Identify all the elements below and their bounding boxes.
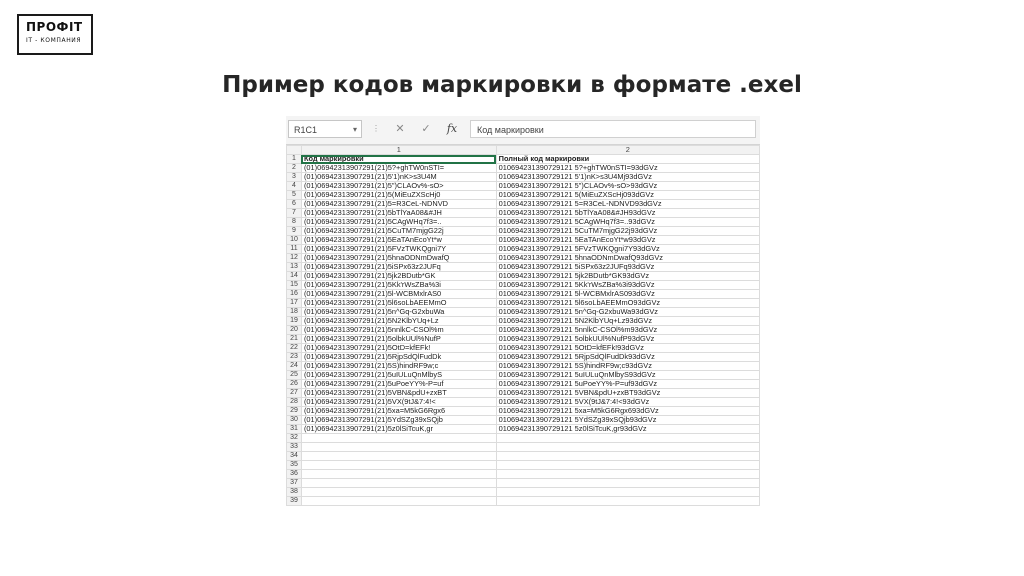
cancel-icon[interactable]: ✕	[395, 123, 405, 135]
function-icon[interactable]: fx	[446, 122, 458, 135]
table-row	[287, 308, 760, 317]
table-cell[interactable]: (01)06942313907291(21)5")CLAOv%-sO>	[301, 182, 496, 191]
row-header[interactable]: 37	[287, 479, 302, 488]
chevron-down-icon[interactable]: ▾	[352, 125, 357, 134]
formula-input[interactable]: Код маркировки	[470, 120, 756, 138]
table-row	[287, 335, 760, 344]
table-cell[interactable]: (01)06942313907291(21)5bTlYaA08&#JH	[301, 209, 496, 218]
table-cell[interactable]: (01)06942313907291(21)5n^Gq-G2xbuWa	[301, 308, 496, 317]
table-cell[interactable]: (01)06942313907291(21)5nnlkC-CSOl%m	[301, 326, 496, 335]
table-cell[interactable]	[301, 488, 496, 497]
table-row	[287, 461, 760, 470]
checkmark-icon[interactable]: ✓	[421, 123, 431, 135]
table-cell[interactable]: (01)06942313907291(21)5hnaODNmDwafQ	[301, 254, 496, 263]
table-cell[interactable]	[301, 461, 496, 470]
table-cell[interactable]: 010694231390729121 5bTlYaA08&#JH93dGVz	[496, 209, 759, 218]
row-header[interactable]: 11	[287, 245, 302, 254]
table-cell[interactable]: (01)06942313907291(21)5olbkUUl%NufP	[301, 335, 496, 344]
table-row	[287, 470, 760, 479]
row-header[interactable]: 25	[287, 371, 302, 380]
row-header[interactable]: 17	[287, 299, 302, 308]
table-cell[interactable]: 010694231390729121 5CuTM7mjgG22j93dGVz	[496, 227, 759, 236]
excel-screenshot	[286, 116, 760, 570]
table-cell[interactable]: Полный код маркировки	[496, 155, 759, 164]
table-row	[287, 488, 760, 497]
table-cell[interactable]: (01)06942313907291(21)5iSPx63z2JUFq	[301, 263, 496, 272]
table-cell[interactable]: 010694231390729121 5S)hindRF9w;c93dGVz	[496, 362, 759, 371]
row-header[interactable]: 14	[287, 272, 302, 281]
table-cell[interactable]: 010694231390729121 5?+ghTW0nSTI=93dGVz	[496, 164, 759, 173]
row-header[interactable]: 39	[287, 497, 302, 506]
formula-bar	[286, 116, 760, 145]
table-row	[287, 236, 760, 245]
table-row	[287, 434, 760, 443]
table-cell[interactable]: 010694231390729121 5iSPx63z2JUFq93dGVz	[496, 263, 759, 272]
table-cell[interactable]	[496, 461, 759, 470]
table-row	[287, 263, 760, 272]
table-cell[interactable]: (01)06942313907291(21)5=R3CeL-NDNVD	[301, 200, 496, 209]
table-cell[interactable]: 010694231390729121 5N2KlbYUq+Lz93dGVz	[496, 317, 759, 326]
row-header[interactable]: 30	[287, 416, 302, 425]
table-row	[287, 290, 760, 299]
table-cell[interactable]: (01)06942313907291(21)5CuTM7mjgG22j	[301, 227, 496, 236]
row-header[interactable]: 6	[287, 200, 302, 209]
slide-title: Пример кодов маркировки в формате .exel	[222, 72, 802, 98]
table-cell[interactable]: (01)06942313907291(21)5uIULuQnMlbyS	[301, 371, 496, 380]
table-row	[287, 173, 760, 182]
table-row	[287, 245, 760, 254]
spreadsheet-grid[interactable]	[286, 145, 760, 506]
table-row	[287, 299, 760, 308]
row-header[interactable]: 31	[287, 425, 302, 434]
select-all-corner[interactable]	[287, 146, 302, 155]
table-row	[287, 254, 760, 263]
table-row	[287, 380, 760, 389]
row-header[interactable]: 2	[287, 164, 302, 173]
table-row	[287, 452, 760, 461]
row-header[interactable]: 36	[287, 470, 302, 479]
table-row	[287, 164, 760, 173]
table-cell[interactable]	[496, 434, 759, 443]
table-cell[interactable]	[496, 452, 759, 461]
grip-dots-icon: ⋮	[372, 124, 381, 133]
table-cell[interactable]: 010694231390729121 5YdSZg39xSQjb93dGVz	[496, 416, 759, 425]
row-header[interactable]: 13	[287, 263, 302, 272]
table-cell[interactable]: (01)06942313907291(21)5?+ghTW0nSTI=	[301, 164, 496, 173]
table-cell[interactable]: 010694231390729121 5n^Gq-G2xbuWa93dGVz	[496, 308, 759, 317]
table-row	[287, 200, 760, 209]
table-cell[interactable]: (01)06942313907291(21)5RjpSdQlFudDk	[301, 353, 496, 362]
table-cell[interactable]: (01)06942313907291(21)5VX(9tJ&7:4!<	[301, 398, 496, 407]
table-cell[interactable]: 010694231390729121 5hnaODNmDwafQ93dGVz	[496, 254, 759, 263]
table-cell[interactable]	[301, 470, 496, 479]
table-cell[interactable]: 010694231390729121 5CAgWHq7f3=..93dGVz	[496, 218, 759, 227]
table-cell[interactable]: 010694231390729121 5nnlkC-CSOl%m93dGVz	[496, 326, 759, 335]
table-row	[287, 353, 760, 362]
table-row	[287, 227, 760, 236]
table-cell[interactable]: 010694231390729121 5'1)nK>s3U4Mj93dGVz	[496, 173, 759, 182]
row-header[interactable]: 15	[287, 281, 302, 290]
table-cell[interactable]	[301, 497, 496, 506]
table-row	[287, 362, 760, 371]
grid-body	[287, 155, 760, 506]
table-row	[287, 389, 760, 398]
row-header[interactable]: 32	[287, 434, 302, 443]
row-header[interactable]: 4	[287, 182, 302, 191]
name-box[interactable]	[288, 120, 362, 138]
table-cell[interactable]: 010694231390729121 5z0lSiTcuK,gr93dGVz	[496, 425, 759, 434]
table-cell[interactable]: 010694231390729121 5uPoeYY%-P=uf93dGVz	[496, 380, 759, 389]
column-header-row	[287, 146, 760, 155]
table-cell[interactable]: (01)06942313907291(21)5(MiEuZXScHj0	[301, 191, 496, 200]
table-cell[interactable]: 010694231390729121 5VBN&pdU+zxBT93dGVz	[496, 389, 759, 398]
table-cell[interactable]: 010694231390729121 5EaTAnEcoYt*w93dGVz	[496, 236, 759, 245]
table-row	[287, 479, 760, 488]
row-header[interactable]: 5	[287, 191, 302, 200]
table-row	[287, 425, 760, 434]
table-cell[interactable]: 010694231390729121 5l-WCBMxlrAS093dGVz	[496, 290, 759, 299]
table-cell[interactable]: 010694231390729121 5OtD=kfEFk!93dGVz	[496, 344, 759, 353]
table-cell[interactable]: 010694231390729121 5uIULuQnMlbyS93dGVz	[496, 371, 759, 380]
table-row	[287, 209, 760, 218]
table-cell[interactable]	[301, 443, 496, 452]
table-cell[interactable]: 010694231390729121 5")CLAOv%-sO>93dGVz	[496, 182, 759, 191]
row-header[interactable]: 22	[287, 344, 302, 353]
row-header[interactable]: 3	[287, 173, 302, 182]
table-row	[287, 155, 760, 164]
table-row	[287, 317, 760, 326]
table-cell[interactable]: (01)06942313907291(21)5uPoeYY%-P=uf	[301, 380, 496, 389]
table-cell[interactable]: 010694231390729121 5(MiEuZXScHj093dGVz	[496, 191, 759, 200]
table-row	[287, 407, 760, 416]
table-cell[interactable]: (01)06942313907291(21)5l-WCBMxlrAS0	[301, 290, 496, 299]
table-row	[287, 416, 760, 425]
row-header[interactable]: 10	[287, 236, 302, 245]
table-row	[287, 443, 760, 452]
table-row	[287, 344, 760, 353]
table-row	[287, 182, 760, 191]
table-row	[287, 218, 760, 227]
table-cell[interactable]	[301, 479, 496, 488]
table-row	[287, 272, 760, 281]
row-header[interactable]: 33	[287, 443, 302, 452]
table-cell[interactable]: (01)06942313907291(21)5VBN&pdU+zxBT	[301, 389, 496, 398]
row-header[interactable]: 20	[287, 326, 302, 335]
column-header[interactable]: 2	[496, 146, 759, 155]
logo-subtitle: IT - КОМПАНИЯ	[26, 37, 82, 44]
table-cell[interactable]	[496, 443, 759, 452]
table-cell[interactable]: (01)06942313907291(21)5jk2BDutb*GK	[301, 272, 496, 281]
row-header[interactable]: 38	[287, 488, 302, 497]
table-cell[interactable]: 010694231390729121 5olbkUUl%NufP93dGVz	[496, 335, 759, 344]
table-cell[interactable]: (01)06942313907291(21)5Kk'rWsZBa%3i	[301, 281, 496, 290]
company-logo	[17, 14, 93, 55]
row-header[interactable]: 1	[287, 155, 302, 164]
table-cell[interactable]: 010694231390729121 5RjpSdQlFudDk93dGVz	[496, 353, 759, 362]
table-cell[interactable]	[496, 479, 759, 488]
table-cell[interactable]: 010694231390729121 5Kk'rWsZBa%3i93dGVz	[496, 281, 759, 290]
table-cell[interactable]: (01)06942313907291(21)5N2KlbYUq+Lz	[301, 317, 496, 326]
table-cell[interactable]	[301, 452, 496, 461]
row-header[interactable]: 18	[287, 308, 302, 317]
row-header[interactable]: 12	[287, 254, 302, 263]
table-cell[interactable]: 010694231390729121 5VX(9tJ&7:4!<93dGVz	[496, 398, 759, 407]
row-header[interactable]: 26	[287, 380, 302, 389]
table-row	[287, 281, 760, 290]
row-header[interactable]: 8	[287, 218, 302, 227]
row-header[interactable]: 35	[287, 461, 302, 470]
row-header[interactable]: 27	[287, 389, 302, 398]
logo-wordmark: ПРОФIT	[26, 20, 83, 34]
table-cell[interactable]	[496, 497, 759, 506]
table-cell[interactable]	[496, 488, 759, 497]
column-header[interactable]: 1	[301, 146, 496, 155]
row-header[interactable]: 19	[287, 317, 302, 326]
row-header[interactable]: 16	[287, 290, 302, 299]
table-cell[interactable]	[301, 434, 496, 443]
table-cell[interactable]	[496, 470, 759, 479]
table-cell[interactable]: 010694231390729121 5=R3CeL-NDNVD93dGVz	[496, 200, 759, 209]
row-header[interactable]: 24	[287, 362, 302, 371]
table-cell[interactable]: (01)06942313907291(21)5OtD=kfEFk!	[301, 344, 496, 353]
table-row	[287, 497, 760, 506]
row-header[interactable]: 21	[287, 335, 302, 344]
row-header[interactable]: 29	[287, 407, 302, 416]
table-cell[interactable]: (01)06942313907291(21)5xa=M5kG6Rgx6	[301, 407, 496, 416]
table-cell[interactable]: (01)06942313907291(21)5'1)nK>s3U4M	[301, 173, 496, 182]
row-header[interactable]: 9	[287, 227, 302, 236]
name-box-value: R1C1	[294, 125, 318, 135]
table-cell[interactable]: (01)06942313907291(21)5z0lSiTcuK,gr	[301, 425, 496, 434]
table-cell[interactable]: 010694231390729121 5FVzTWKQgni7Y93dGVz	[496, 245, 759, 254]
table-row	[287, 326, 760, 335]
table-cell[interactable]: (01)06942313907291(21)5YdSZg39xSQjb	[301, 416, 496, 425]
table-cell[interactable]: 010694231390729121 5xa=M5kG6Rgx693dGVz	[496, 407, 759, 416]
table-cell[interactable]: (01)06942313907291(21)5EaTAnEcoYt*w	[301, 236, 496, 245]
row-header[interactable]: 34	[287, 452, 302, 461]
table-cell[interactable]: (01)06942313907291(21)5CAgWHq7f3=..	[301, 218, 496, 227]
row-header[interactable]: 28	[287, 398, 302, 407]
table-row	[287, 371, 760, 380]
table-row	[287, 191, 760, 200]
table-cell[interactable]: (01)06942313907291(21)5S)hindRF9w;c	[301, 362, 496, 371]
table-cell[interactable]: (01)06942313907291(21)5FVzTWKQgni7Y	[301, 245, 496, 254]
table-cell[interactable]: Код маркировки	[301, 155, 496, 164]
row-header[interactable]: 7	[287, 209, 302, 218]
table-row	[287, 398, 760, 407]
table-cell[interactable]: (01)06942313907291(21)5l6soLbAEEMmO	[301, 299, 496, 308]
table-cell[interactable]: 010694231390729121 5l6soLbAEEMmO93dGVz	[496, 299, 759, 308]
row-header[interactable]: 23	[287, 353, 302, 362]
table-cell[interactable]: 010694231390729121 5jk2BDutb*GK93dGVz	[496, 272, 759, 281]
